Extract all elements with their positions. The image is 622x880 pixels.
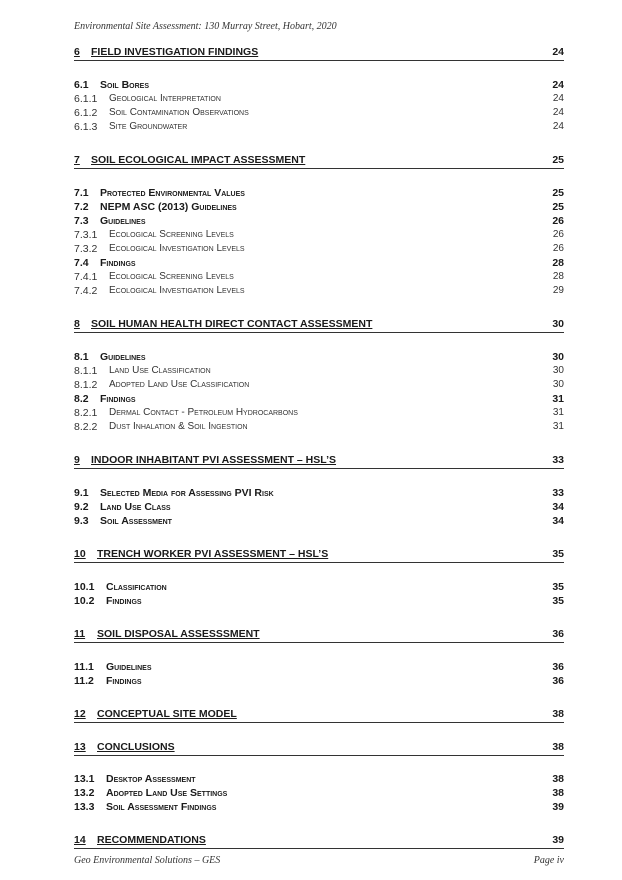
toc-page-number: 28: [552, 271, 564, 282]
toc-section-number: 8: [74, 318, 80, 330]
toc-section-title: Soil Bores: [100, 79, 150, 91]
toc-page-number: 36: [552, 675, 564, 687]
toc-page-number: 31: [552, 407, 564, 418]
toc-entry-level-3[interactable]: [74, 419, 564, 435]
toc-page-number: 33: [552, 454, 564, 466]
toc-page-number: 39: [552, 801, 564, 813]
toc-section-number: 6.1.3: [74, 121, 98, 133]
toc-page-number: 31: [552, 393, 564, 405]
toc-section-title: RECOMMENDATIONS: [97, 834, 206, 846]
toc-section-number: 7: [74, 154, 80, 166]
toc-page-number: 26: [552, 215, 564, 227]
toc-page-number: 39: [552, 834, 564, 846]
toc-page-number: 38: [552, 773, 564, 785]
toc-page-number: 25: [552, 154, 564, 166]
toc-section-number: 7.3.1: [74, 229, 98, 241]
toc-section-number: 8.2.1: [74, 407, 98, 419]
toc-section-title: INDOOR INHABITANT PVI ASSESSMENT – HSL’S: [91, 454, 337, 466]
toc-section-number: 8.1.1: [74, 365, 98, 377]
toc-section-number: 10.2: [74, 595, 95, 607]
toc-section-title: Land Use Class: [100, 501, 171, 513]
toc-page-number: 35: [552, 595, 564, 607]
toc-section-number: 11.2: [74, 675, 94, 687]
toc-page-number: 36: [552, 661, 564, 673]
toc-section-title: Classification: [106, 581, 167, 593]
toc-entry-level-1[interactable]: [74, 626, 564, 643]
toc-page-number: 38: [552, 787, 564, 799]
toc-entry-level-1[interactable]: [74, 706, 564, 723]
toc-section-number: 12: [74, 708, 86, 720]
toc-section-title: Adopted Land Use Classification: [109, 379, 250, 390]
toc-entry-level-1[interactable]: [74, 152, 564, 169]
toc-page-number: 24: [552, 121, 564, 132]
toc-page-number: 24: [552, 79, 564, 91]
toc-section-title: SOIL HUMAN HEALTH DIRECT CONTACT ASSESSMENT: [91, 318, 373, 330]
toc-entry-level-2[interactable]: [74, 673, 564, 689]
toc-section-title: Soil Assessment: [100, 515, 172, 527]
toc-page-number: 34: [552, 501, 564, 513]
toc-section-number: 8.1.2: [74, 379, 98, 391]
toc-page-number: 30: [552, 379, 564, 390]
toc-page-number: 29: [552, 285, 564, 296]
toc-section-number: 7.4.2: [74, 285, 98, 297]
toc-section-title: SOIL ECOLOGICAL IMPACT ASSESSMENT: [91, 154, 306, 166]
toc-page-number: 35: [552, 581, 564, 593]
toc-section-number: 6: [74, 46, 80, 58]
toc-section-title: Selected Media for Assessing PVI Risk: [100, 487, 274, 499]
toc-section-title: Guidelines: [106, 661, 152, 673]
toc-section-number: 14: [74, 834, 86, 846]
toc-entry-level-1[interactable]: [74, 44, 564, 61]
toc-page-number: 38: [552, 708, 564, 720]
toc-section-number: 7.2: [74, 201, 89, 213]
toc-section-number: 6.1: [74, 79, 89, 91]
running-header: Environmental Site Assessment: 130 Murray Street, Hobart, 2020: [74, 21, 337, 32]
toc-entry-level-1[interactable]: [74, 316, 564, 333]
toc-page-number: 26: [552, 243, 564, 254]
toc-section-title: Land Use Classification: [109, 365, 211, 376]
toc-section-title: Findings: [100, 257, 136, 269]
toc-section-title: CONCEPTUAL SITE MODEL: [97, 708, 237, 720]
toc-section-number: 7.1: [74, 187, 89, 199]
toc-section-number: 13.3: [74, 801, 95, 813]
toc-section-number: 6.1.2: [74, 107, 98, 119]
toc-section-number: 13.1: [74, 773, 95, 785]
toc-entry-level-1[interactable]: [74, 452, 564, 469]
toc-section-title: NEPM ASC (2013) Guidelines: [100, 201, 237, 213]
toc-page-number: 35: [552, 548, 564, 560]
toc-section-title: Findings: [106, 675, 142, 687]
toc-page-number: 36: [552, 628, 564, 640]
toc-section-title: Ecological Investigation Levels: [109, 243, 245, 254]
toc-section-title: Guidelines: [100, 215, 146, 227]
toc-entry-level-2[interactable]: [74, 799, 564, 815]
toc-page-number: 28: [552, 257, 564, 269]
toc-section-title: Ecological Investigation Levels: [109, 285, 245, 296]
toc-section-title: Findings: [106, 595, 142, 607]
toc-section-number: 7.4: [74, 257, 89, 269]
toc-section-title: SOIL DISPOSAL ASSESSSMENT: [97, 628, 260, 640]
toc-section-number: 13: [74, 741, 86, 753]
toc-section-number: 7.3.2: [74, 243, 98, 255]
toc-section-number: 13.2: [74, 787, 95, 799]
toc-page-number: 30: [552, 365, 564, 376]
toc-section-title: Ecological Screening Levels: [109, 229, 234, 240]
toc-section-title: Findings: [100, 393, 136, 405]
toc-section-title: Site Groundwater: [109, 121, 188, 132]
toc-page-number: 25: [552, 201, 564, 213]
toc-section-number: 7.4.1: [74, 271, 98, 283]
toc-page-number: 30: [552, 351, 564, 363]
toc-page-number: 24: [552, 46, 564, 58]
toc-page-number: 24: [552, 107, 564, 118]
toc-section-title: Geological Interpretation: [109, 93, 221, 104]
toc-section-title: Dust Inhalation & Soil Ingestion: [109, 421, 248, 432]
toc-page-number: 33: [552, 487, 564, 499]
toc-entry-level-2[interactable]: [74, 593, 564, 609]
toc-section-title: TRENCH WORKER PVI ASSESSMENT – HSL’S: [97, 548, 329, 560]
toc-entry-level-3[interactable]: [74, 119, 564, 135]
toc-entry-level-2[interactable]: [74, 513, 564, 529]
toc-section-number: 10.1: [74, 581, 95, 593]
toc-section-number: 9: [74, 454, 80, 466]
toc-page-number: 24: [552, 93, 564, 104]
table-of-contents: [74, 0, 564, 880]
toc-page-number: 30: [552, 318, 564, 330]
toc-section-number: 8.2: [74, 393, 89, 405]
toc-section-number: 11: [74, 628, 86, 640]
toc-entry-level-1[interactable]: [74, 546, 564, 563]
toc-section-title: Adopted Land Use Settings: [106, 787, 228, 799]
toc-section-number: 7.3: [74, 215, 89, 227]
footer-company: Geo Environmental Solutions – GES: [74, 855, 221, 866]
footer-page-number: Page iv: [533, 855, 564, 866]
toc-page-number: 31: [552, 421, 564, 432]
toc-section-title: Soil Contamination Observations: [109, 107, 249, 118]
toc-section-number: 6.1.1: [74, 93, 98, 105]
toc-section-title: Guidelines: [100, 351, 146, 363]
toc-section-title: FIELD INVESTIGATION FINDINGS: [91, 46, 259, 58]
toc-section-number: 9.2: [74, 501, 89, 513]
toc-section-title: CONCLUSIONS: [97, 741, 175, 753]
toc-section-number: 9.1: [74, 487, 89, 499]
toc-page-number: 34: [552, 515, 564, 527]
toc-section-title: Ecological Screening Levels: [109, 271, 234, 282]
toc-page-number: 25: [552, 187, 564, 199]
toc-section-number: 9.3: [74, 515, 89, 527]
running-footer: [74, 855, 564, 869]
toc-page-number: 38: [552, 741, 564, 753]
toc-section-number: 10: [74, 548, 86, 560]
toc-entry-level-1[interactable]: [74, 739, 564, 756]
toc-section-number: 11.1: [74, 661, 94, 673]
toc-section-title: Soil Assessment Findings: [106, 801, 217, 813]
toc-section-title: Dermal Contact - Petroleum Hydrocarbons: [109, 407, 298, 418]
toc-page-number: 26: [552, 229, 564, 240]
toc-section-title: Desktop Assessment: [106, 773, 196, 785]
toc-section-number: 8.1: [74, 351, 89, 363]
toc-section-number: 8.2.2: [74, 421, 98, 433]
toc-entry-level-1[interactable]: [74, 832, 564, 849]
toc-entry-level-3[interactable]: [74, 283, 564, 299]
toc-section-title: Protected Environmental Values: [100, 187, 245, 199]
